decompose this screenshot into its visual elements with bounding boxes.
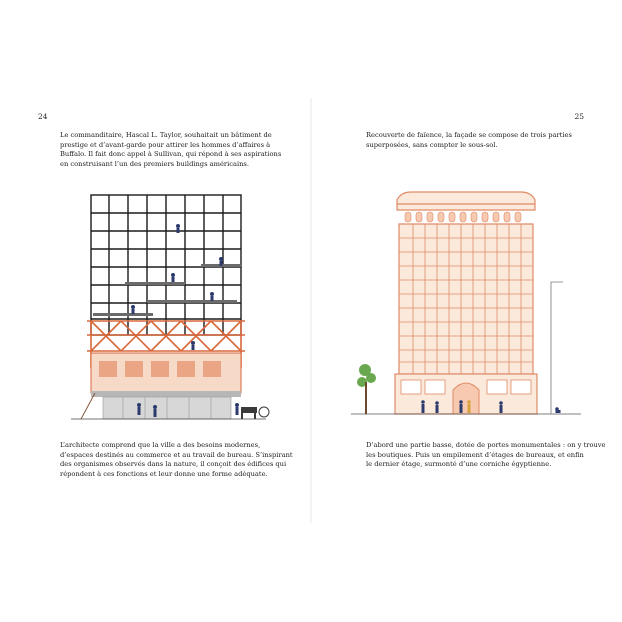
text-line: Le commanditaire, Hascal L. Taylor, souhaitait un bâtiment de xyxy=(60,131,272,139)
floor-slabs xyxy=(93,264,241,316)
page-number-right: 25 xyxy=(574,112,584,121)
facade-illustration xyxy=(341,190,591,425)
left-page xyxy=(23,98,311,523)
text-line: prestige et d’avant-garde pour attirer les hommes d’affaires à xyxy=(60,140,271,149)
text-line: répondent à ces fonctions et leur donne une forme adéquate. xyxy=(60,469,268,478)
page-number-left: 24 xyxy=(38,112,48,121)
text-line: d’espaces destinés au commerce et au travail de bureau. S’inspirant xyxy=(60,450,293,459)
text-line: Buffalo. Il fait donc appel à Sullivan, qui répond à ses aspirations xyxy=(60,150,282,159)
top-floor-windows xyxy=(405,212,521,222)
right-bottom-paragraph xyxy=(366,441,606,470)
shop-base xyxy=(351,374,581,414)
left-top-paragraph xyxy=(60,131,281,169)
right-page xyxy=(311,98,606,523)
text-line: en construisant l’un des premiers buildings américains. xyxy=(60,159,249,168)
text-line: le dernier étage, surmonté d’une corniche égyptienne. xyxy=(366,460,552,469)
horse-cart xyxy=(241,407,269,419)
text-line: L’architecte comprend que la ville a des besoins modernes, xyxy=(60,441,261,449)
neighbor-outline xyxy=(551,282,563,414)
right-top-paragraph xyxy=(366,131,572,150)
book-spread xyxy=(23,98,606,523)
text-line: des organismes observés dans la nature, il conçoit des édifices qui xyxy=(60,460,287,469)
text-line: Recouverte de faïence, la façade se compose de trois parties xyxy=(366,131,572,139)
cornice xyxy=(397,192,535,210)
text-line: les boutiques. Puis un empilement d’étages de bureaux, et enfin xyxy=(366,450,584,459)
tree xyxy=(357,364,376,414)
text-line: superposées, sans compter le sous-sol. xyxy=(366,140,498,149)
text-line: D’abord une partie basse, dotée de portes monumentales : on y trouve xyxy=(366,441,606,449)
ladder xyxy=(81,393,95,419)
office-shaft xyxy=(399,224,533,374)
left-bottom-paragraph xyxy=(60,441,293,479)
construction-illustration xyxy=(61,193,271,428)
